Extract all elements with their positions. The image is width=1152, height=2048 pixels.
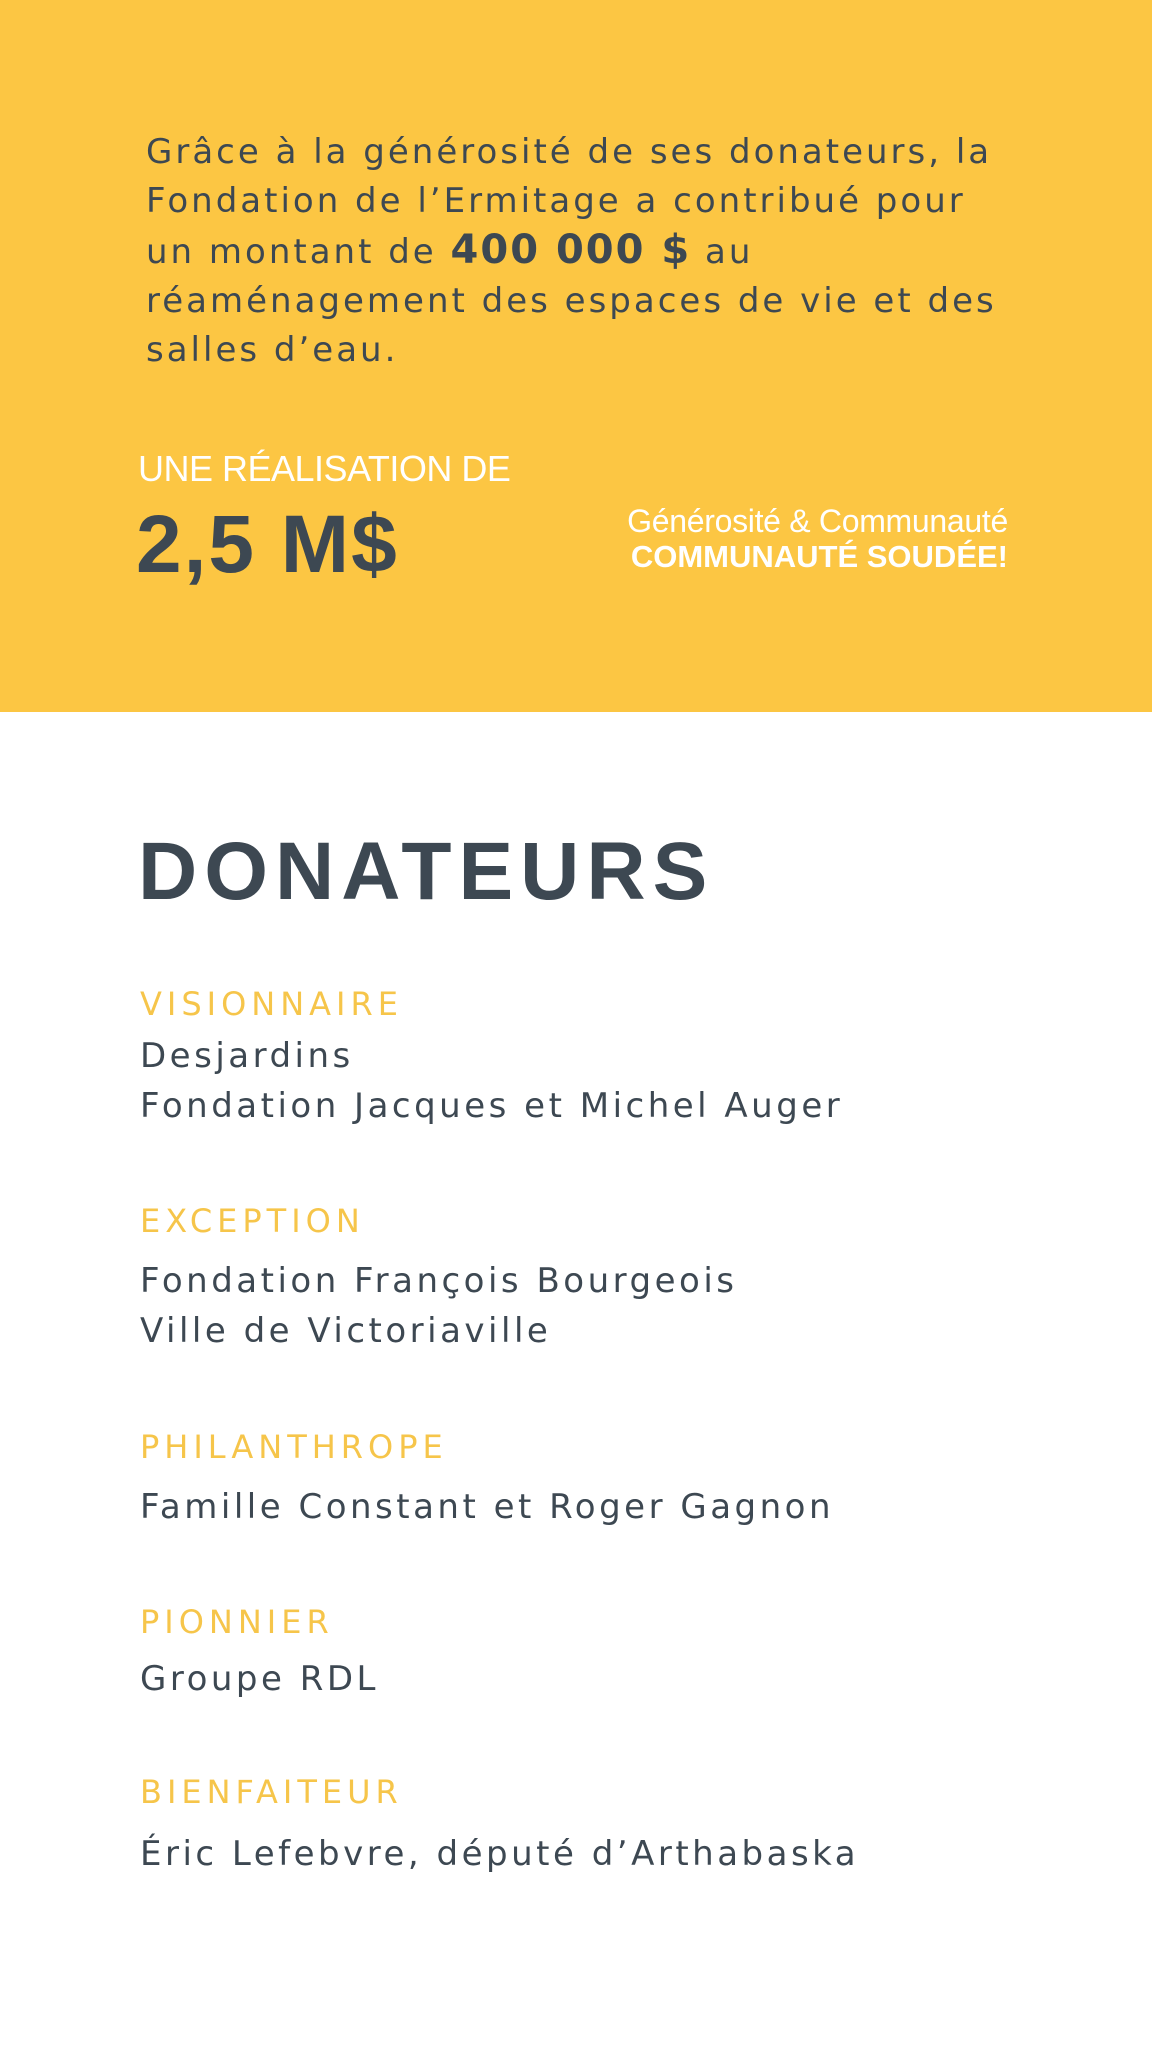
- intro-text-end: au réaménagement des espaces de vie et des salles d’eau.: [146, 232, 997, 370]
- donors-heading: DONATEURS: [138, 826, 715, 917]
- donor-name: Ville de Victoriaville: [140, 1311, 552, 1351]
- category-exception-label: EXCEPTION: [140, 1202, 365, 1240]
- category-pionnier-label: PIONNIER: [140, 1603, 334, 1641]
- hero-banner: [0, 0, 1152, 712]
- category-philanthrope-label: PHILANTHROPE: [140, 1428, 448, 1466]
- donor-name: Desjardins: [140, 1036, 354, 1076]
- donor-name: Famille Constant et Roger Gagnon: [140, 1487, 835, 1527]
- category-bienfaiteur-label: BIENFAITEUR: [140, 1773, 403, 1811]
- intro-paragraph: [146, 128, 1026, 375]
- tagline-line-1: Générosité & Communauté: [627, 503, 1008, 539]
- realisation-label: UNE RÉALISATION DE: [138, 448, 511, 489]
- tagline-line-2: COMMUNAUTÉ SOUDÉE!: [630, 539, 1008, 574]
- tagline: [627, 503, 1008, 575]
- donor-name: Fondation François Bourgeois: [140, 1261, 738, 1301]
- category-visionnaire-label: VISIONNAIRE: [140, 985, 403, 1023]
- realisation-amount: 2,5 M$: [136, 499, 399, 590]
- donor-name: Éric Lefebvre, député d’Arthabaska: [140, 1834, 860, 1874]
- intro-text-start: Grâce à la générosité de ses donateurs, la Fondation de l’Ermitage a contribué pour un montant de: [146, 132, 993, 272]
- contribution-amount: 400 000 $: [450, 227, 692, 273]
- donor-name: Fondation Jacques et Michel Auger: [140, 1086, 844, 1126]
- donor-name: Groupe RDL: [140, 1659, 379, 1699]
